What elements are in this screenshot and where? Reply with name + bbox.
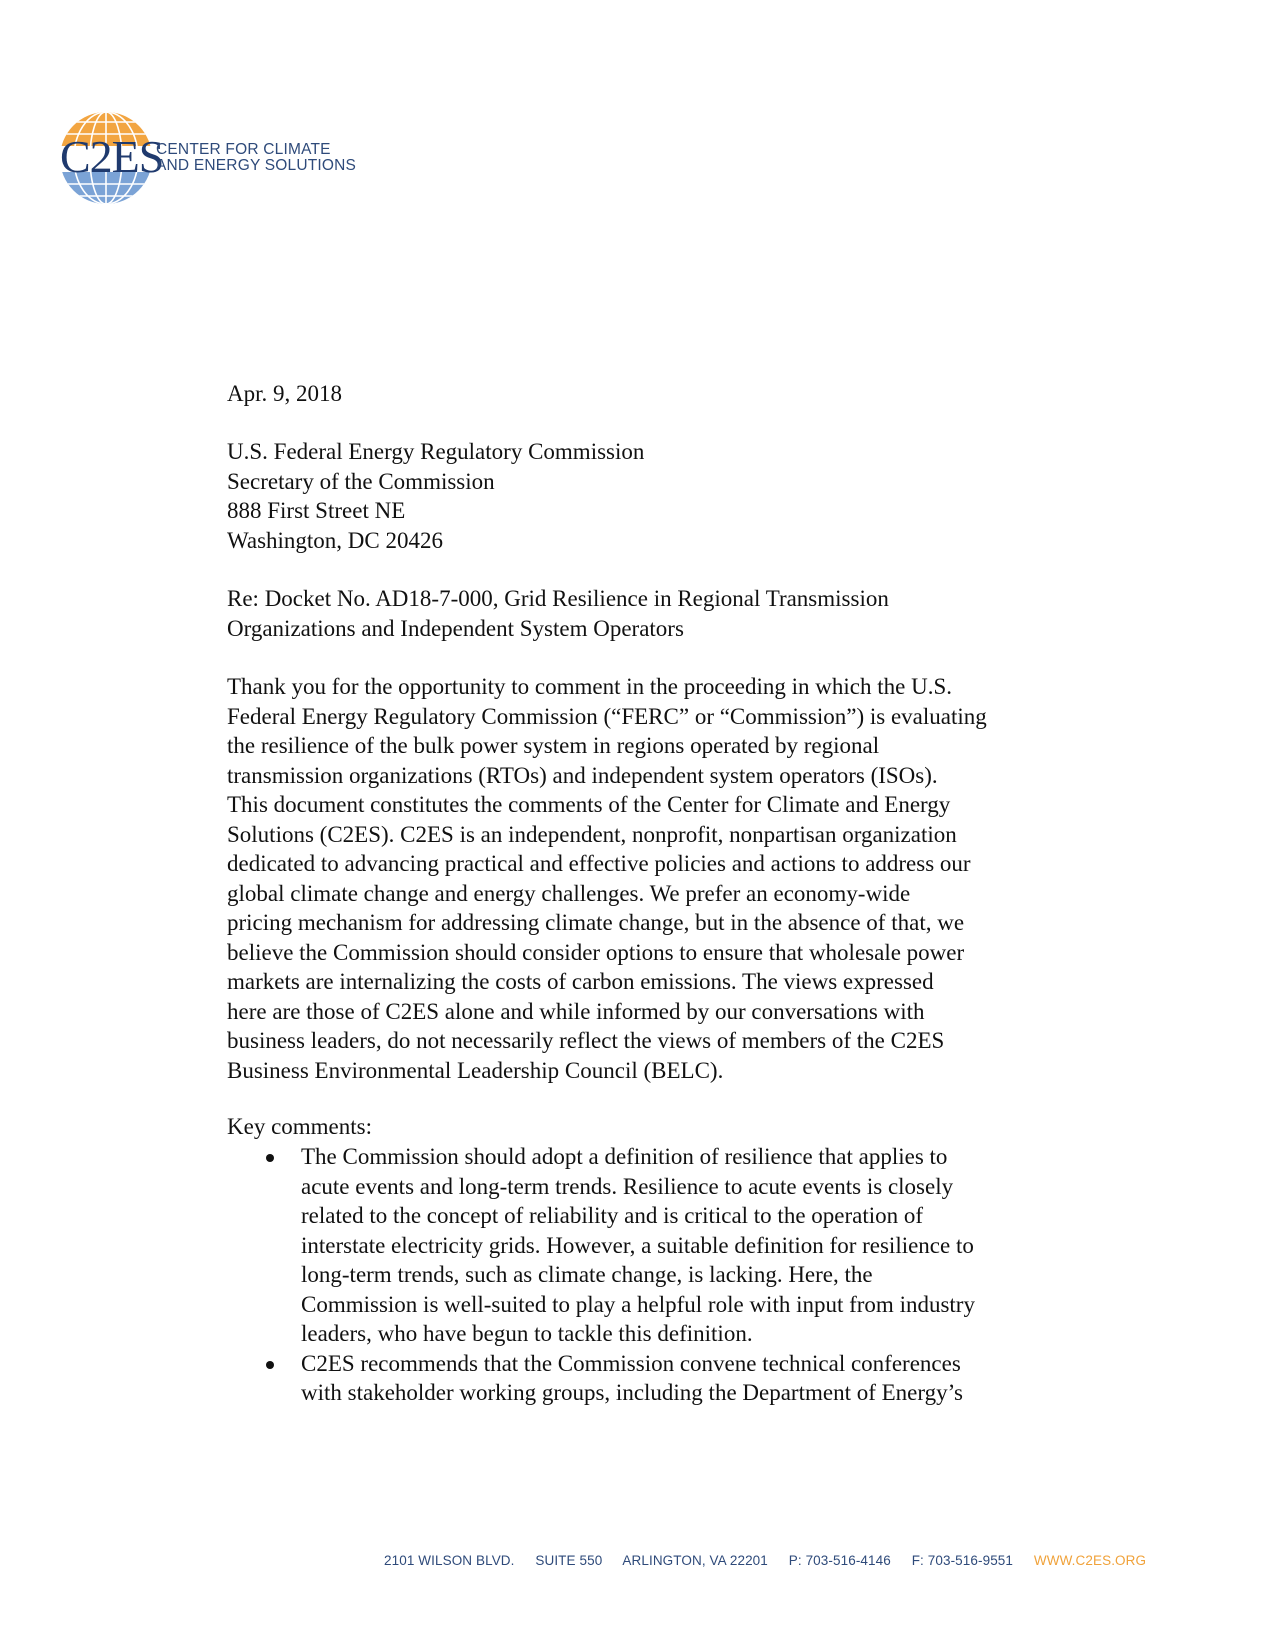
key-comment-line: The Commission should adopt a definition of resilience that applies to (301, 1144, 948, 1169)
body-paragraph-line: dedicated to advancing practical and effective policies and actions to address our (227, 851, 971, 876)
key-comment-line: acute events and long-term trends. Resilience to acute events is closely (301, 1173, 954, 1199)
subject-line: Organizations and Independent System Operators (227, 615, 684, 641)
body-paragraph-line: markets are internalizing the costs of carbon emissions. The views expressed (227, 969, 934, 994)
body-paragraph-line: here are those of C2ES alone and while informed by our conversations with (227, 998, 925, 1024)
body-paragraph-line: business leaders, do not necessarily reflect the views of members of the C2ES (227, 1028, 945, 1053)
key-comment-line: Commission is well-suited to play a helpful role with input from industry (301, 1291, 975, 1317)
c2es-logo (58, 110, 378, 208)
recipient-line: U.S. Federal Energy Regulatory Commission (227, 439, 645, 464)
footer-website-link[interactable]: WWW.C2ES.ORG (1033, 1553, 1147, 1568)
body-paragraph-line: pricing mechanism for addressing climate change, but in the absence of that, we (227, 910, 965, 935)
org-name (156, 142, 356, 174)
body-paragraph-line: believe the Commission should consider options to ensure that wholesale power (227, 939, 965, 965)
recipient-line: Washington, DC 20426 (227, 527, 444, 553)
bullet-icon (266, 1154, 274, 1162)
body-paragraph-line: transmission organizations (RTOs) and independent system operators (ISOs). (227, 762, 938, 788)
org-name-line-2: AND ENERGY SOLUTIONS (156, 157, 357, 174)
key-comment-line: C2ES recommends that the Commission convene technical conferences (301, 1350, 961, 1376)
key-comment-line: long-term trends, such as climate change, is lacking. Here, the (301, 1262, 873, 1287)
key-comment-line: related to the concept of reliability and is critical to the operation of (301, 1203, 924, 1228)
body-paragraph-line: Solutions (C2ES). C2ES is an independent, nonprofit, nonpartisan organization (227, 821, 957, 847)
footer-city: ARLINGTON, VA 22201 (622, 1553, 768, 1568)
footer-street: 2101 WILSON BLVD. (384, 1553, 515, 1568)
footer-contact (384, 1553, 1146, 1568)
bullet-icon (266, 1361, 274, 1369)
body-paragraph-line: Federal Energy Regulatory Commission (“FERC” or “Commission”) is evaluating (227, 703, 987, 729)
recipient-line: Secretary of the Commission (227, 468, 495, 494)
body-paragraph-line: Thank you for the opportunity to comment in the proceeding in which the U.S. (227, 674, 952, 699)
body-paragraph-line: This document constitutes the comments of the Center for Climate and Energy (227, 792, 951, 817)
footer-fax: F: 703-516-9551 (911, 1553, 1014, 1568)
subject-line: Re: Docket No. AD18-7-000, Grid Resilience in Regional Transmission (227, 586, 889, 611)
key-comment-line: interstate electricity grids. However, a suitable definition for resilience to (301, 1232, 974, 1258)
recipient-line: 888 First Street NE (227, 498, 406, 523)
logo-wordmark: C2ES (60, 131, 164, 182)
footer-phone: P: 703-516-4146 (788, 1553, 891, 1568)
org-name-line-1: CENTER FOR CLIMATE (156, 141, 331, 158)
body-paragraph-line: Business Environmental Leadership Council (BELC). (227, 1057, 724, 1083)
footer-suite: SUITE 550 (535, 1553, 603, 1568)
key-comments-heading: Key comments: (227, 1114, 372, 1139)
letter-date: Apr. 9, 2018 (227, 381, 342, 406)
key-comment-line: leaders, who have begun to tackle this definition. (301, 1321, 753, 1346)
body-paragraph-line: global climate change and energy challenges. We prefer an economy-wide (227, 880, 911, 906)
key-comment-line: with stakeholder working groups, including the Department of Energy’s (301, 1380, 963, 1405)
body-paragraph-line: the resilience of the bulk power system in regions operated by regional (227, 733, 880, 758)
